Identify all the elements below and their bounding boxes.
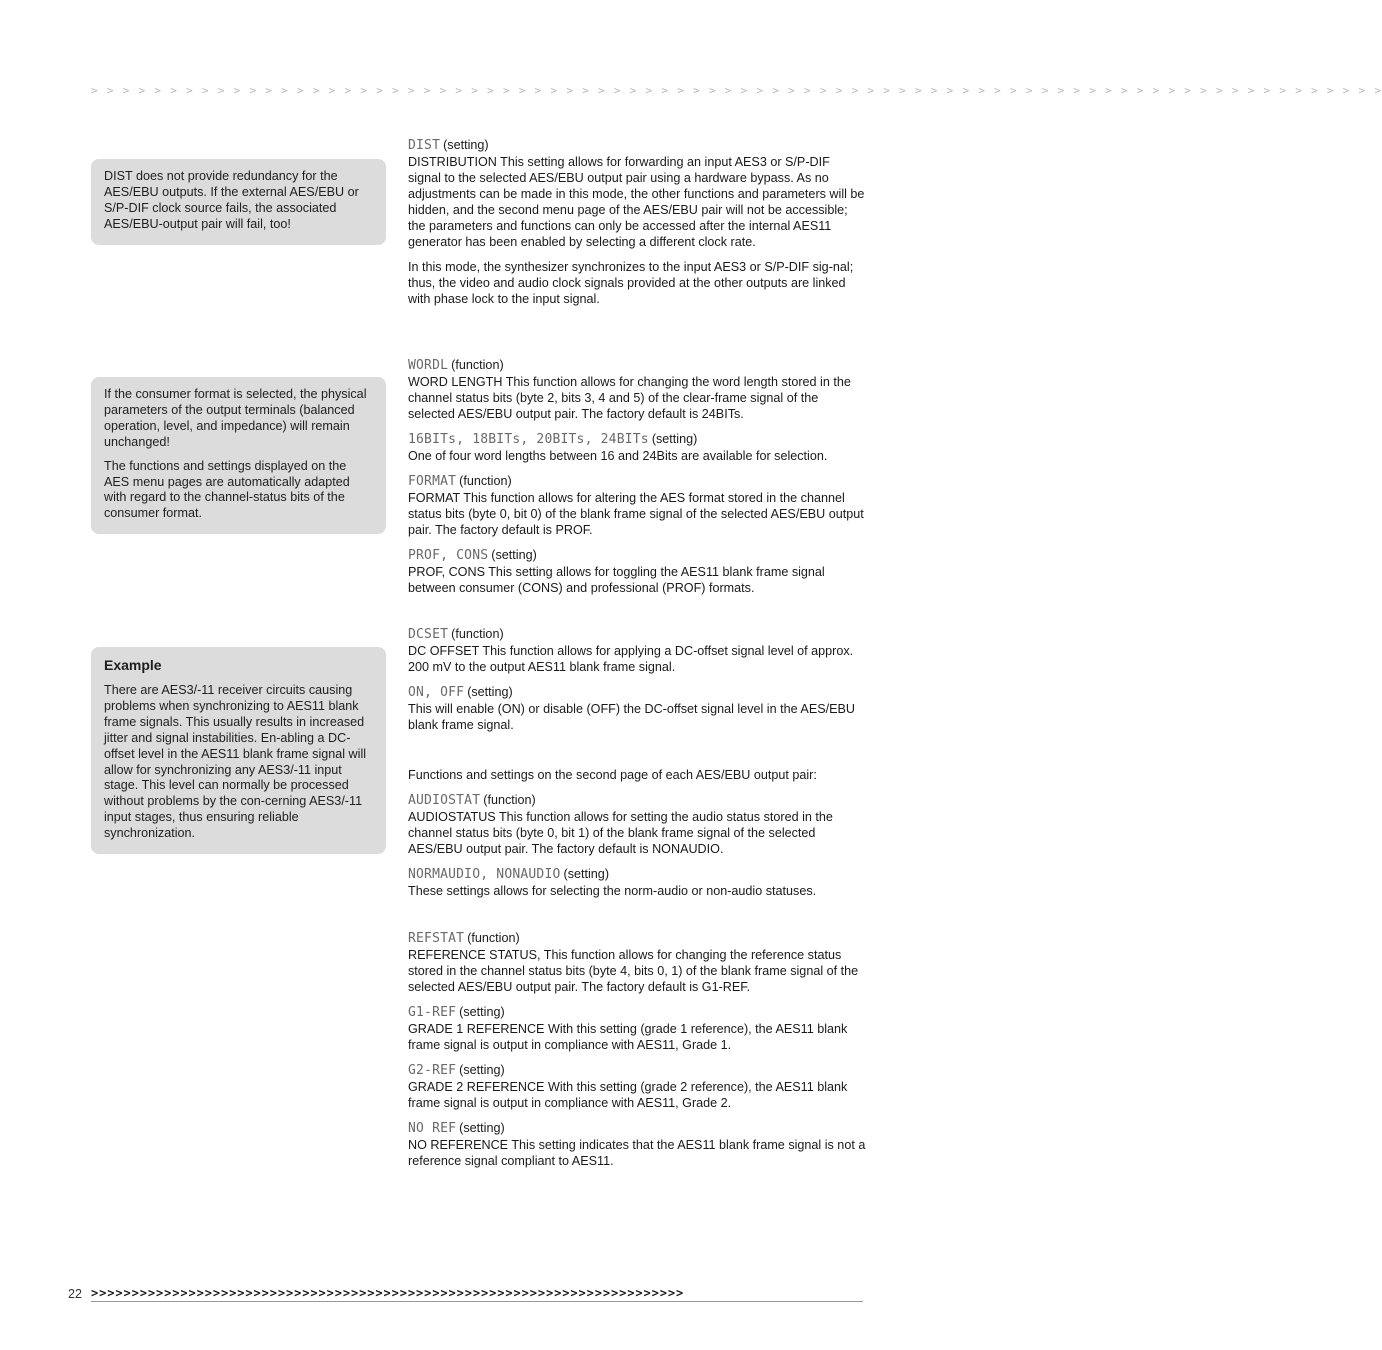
entry-head xyxy=(408,137,866,154)
entry-g1ref xyxy=(408,1004,866,1053)
keyword: G1-REF xyxy=(408,1005,457,1020)
entry-description: One of four word lengths between 16 and 24Bits are available for selection. xyxy=(408,449,828,463)
entry-head xyxy=(408,1120,866,1137)
entry-description: AUDIOSTATUS This function allows for setting the audio status stored in the channel status bits (byte 0, bit 1) of the blank frame signal of the selected AES/EBU output pair. The factory default is NONAUDIO. xyxy=(408,810,833,856)
paragraph: In this mode, the synthesizer synchronizes to the input AES3 or S/P-DIF sig-nal; thus, the video and audio clock signals provided at the other outputs are linked with phase lock to the input signal. xyxy=(408,260,854,306)
keyword: AUDIOSTAT xyxy=(408,793,481,808)
note-title: Example xyxy=(104,657,162,673)
keyword: DIST xyxy=(408,138,441,153)
page-footer xyxy=(68,1286,868,1304)
section-second-page xyxy=(408,767,866,908)
entry-description: WORD LENGTH This function allows for changing the word length stored in the channel status bits (byte 2, bits 3, 4 and 5) of the clear-frame signal of the selected AES/EBU output pair. The factory default is 24BITs. xyxy=(408,375,851,421)
note-text: There are AES3/-11 receiver circuits causing problems when synchronizing to AES11 blank frame signals. This usually results in increased jitter and signal instabilities. En-abling a DC-offset level in the AES11 blank frame signal will allow for synchronizing any AES3/-11 input stage. This level can normally be processed without problems by the con-cerning AES3/-11 input stages, thus ensuring reliable synchronization. xyxy=(104,683,367,841)
entry-description: This will enable (ON) or disable (OFF) the DC-offset signal level in the AES/EBU blank frame signal. xyxy=(408,702,856,732)
keyword: 16BITs, 18BITs, 20BITs, 24BITs xyxy=(408,432,649,447)
entry-type: (function) xyxy=(451,358,504,372)
note-text: If the consumer format is selected, the physical parameters of the output terminals (balanced operation, level, and impedance) will remain unchanged! xyxy=(104,387,367,449)
keyword: NO REF xyxy=(408,1121,457,1136)
keyword: DCSET xyxy=(408,627,449,642)
entry-head xyxy=(408,684,866,701)
note-dist-redundancy xyxy=(91,159,386,245)
keyword: ON, OFF xyxy=(408,685,465,700)
entry-type: (function) xyxy=(483,793,536,807)
footer-divider xyxy=(91,1301,863,1302)
note-example xyxy=(91,647,386,854)
keyword: WORDL xyxy=(408,358,449,373)
entry-description: REFERENCE STATUS, This function allows for changing the reference status stored in the channel status bits (byte 4, bits 0, 1) of the blank frame signal of the selected AES/EBU output pair. The factory default is G1-REF. xyxy=(408,948,859,994)
entry-audiostat xyxy=(408,792,866,857)
entry-type: (setting) xyxy=(491,548,537,562)
entry-description: NO REFERENCE This setting indicates that the AES11 blank frame signal is not a reference signal compliant to AES11. xyxy=(408,1138,866,1168)
entry-head xyxy=(408,626,866,643)
keyword: FORMAT xyxy=(408,474,457,489)
entry-type: (setting) xyxy=(651,432,698,446)
footer-arrow-rule: >>>>>>>>>>>>>>>>>>>>>>>>>>>>>>>>>>>>>>>>>>>>>>>>>>>>>>>>>>>>>>>>>>>>>>>>> xyxy=(91,1286,685,1300)
entry-g2ref xyxy=(408,1062,866,1111)
entry-normaudio xyxy=(408,866,866,899)
section-wordl xyxy=(408,357,866,605)
entry-dcset xyxy=(408,626,866,675)
entry-description: These settings allows for selecting the norm-audio or non-audio statuses. xyxy=(408,884,817,898)
entry-description: DC OFFSET This function allows for applying a DC-offset signal level of approx. 200 mV to the output AES11 blank frame signal. xyxy=(408,644,854,674)
note-consumer-format xyxy=(91,377,386,534)
entry-type: (setting) xyxy=(459,1005,505,1019)
note-text: The functions and settings displayed on the AES menu pages are automatically adapted with regard to the channel-status bits of the consumer format. xyxy=(104,458,350,521)
entry-profcons xyxy=(408,547,866,596)
entry-type: (setting) xyxy=(459,1121,505,1135)
entry-format xyxy=(408,473,866,538)
page-number: 22 xyxy=(68,1287,82,1301)
keyword: G2-REF xyxy=(408,1063,457,1078)
entry-type: (setting) xyxy=(467,685,513,699)
entry-head xyxy=(408,431,866,448)
entry-head xyxy=(408,930,866,947)
entry-head xyxy=(408,1062,866,1079)
entry-refstat xyxy=(408,930,866,995)
entry-type: (function) xyxy=(459,474,512,488)
note-text: DIST does not provide redundancy for the AES/EBU outputs. If the external AES/EBU or S/P-DIF clock source fails, the associated AES/EBU-output pair will fail, too! xyxy=(104,169,359,231)
entry-type: (function) xyxy=(451,627,504,641)
entry-head xyxy=(408,357,866,374)
section-dist xyxy=(408,137,866,316)
entry-description: DISTRIBUTION This setting allows for forwarding an input AES3 or S/P-DIF signal to the selected AES/EBU output pair using a hardware bypass. As no adjustments can be made in this mode, the other functions and parameters will be hidden, and the second menu page of the AES/EBU pair will not be accessible; the parameters and functions can only be accessed after the internal AES11 generator has been enabled by selecting a different clock rate. xyxy=(408,155,865,249)
entry-description: FORMAT This function allows for altering the AES format stored in the channel status bits (byte 0, bit 0) of the blank frame signal of the selected AES/EBU output pair. The factory default is PROF. xyxy=(408,491,864,537)
header-arrow-rule: > > > > > > > > > > > > > > > > > > > > > > > > > > > > > > > > > > > > > > > > > > > > > > > > > > > > > > > > > > > > > > > > > > > > > > > > > > > > > > > > > > xyxy=(91,84,1382,97)
section-refstat xyxy=(408,930,866,1178)
keyword: NORMAUDIO, NONAUDIO xyxy=(408,867,561,882)
entry-description: PROF, CONS This setting allows for toggling the AES11 blank frame signal between consumer (CONS) and professional (PROF) formats. xyxy=(408,565,825,595)
entry-wordl xyxy=(408,357,866,422)
entry-type: (function) xyxy=(467,931,520,945)
section-dcset xyxy=(408,626,866,742)
entry-head xyxy=(408,792,866,809)
entry-dist xyxy=(408,137,866,250)
entry-head xyxy=(408,1004,866,1021)
keyword: PROF, CONS xyxy=(408,548,489,563)
entry-head xyxy=(408,547,866,564)
entry-description: GRADE 1 REFERENCE With this setting (grade 1 reference), the AES11 blank frame signal is output in compliance with AES11, Grade 1. xyxy=(408,1022,848,1052)
entry-onoff xyxy=(408,684,866,733)
entry-type: (setting) xyxy=(459,1063,505,1077)
keyword: REFSTAT xyxy=(408,931,465,946)
entry-bits xyxy=(408,431,866,464)
entry-type: (setting) xyxy=(563,867,610,881)
entry-noref xyxy=(408,1120,866,1169)
paragraph: Functions and settings on the second page of each AES/EBU output pair: xyxy=(408,768,817,782)
entry-description: GRADE 2 REFERENCE With this setting (grade 2 reference), the AES11 blank frame signal is output in compliance with AES11, Grade 2. xyxy=(408,1080,848,1110)
entry-type: (setting) xyxy=(443,138,489,152)
entry-head xyxy=(408,866,866,883)
entry-head xyxy=(408,473,866,490)
